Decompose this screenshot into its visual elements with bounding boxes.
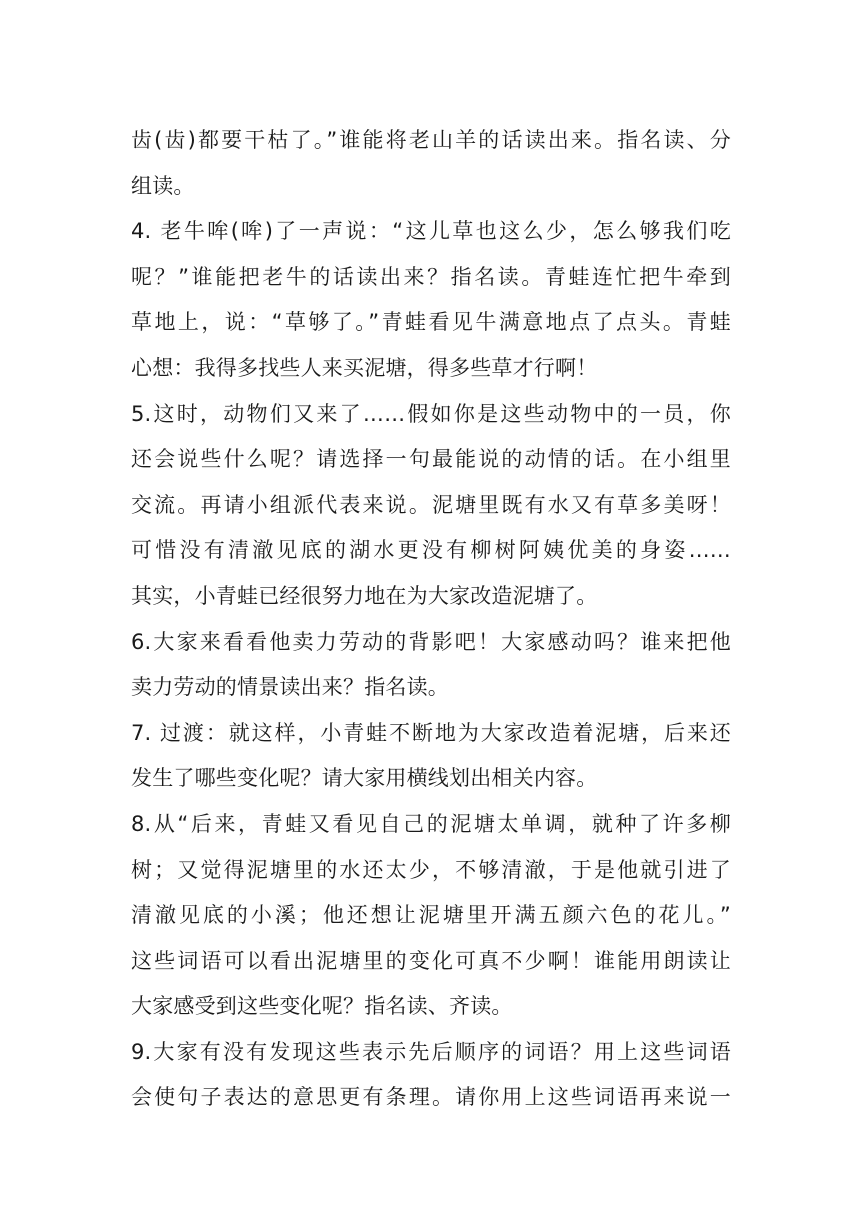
text-line: 还会说些什么呢？请选择一句最能说的动情的话。在小组里: [131, 447, 731, 472]
text-line: 发生了哪些变化呢？请大家用横线划出相关内容。: [131, 766, 598, 791]
text-line: 这些词语可以看出泥塘里的变化可真不少啊！谁能用朗读让: [131, 948, 731, 973]
text-line: 大家感受到这些变化呢？指名读、齐读。: [131, 994, 513, 1019]
text-line: 9.大家有没有发现这些表示先后顺序的词语？用上这些词语: [131, 1039, 731, 1064]
text-line: 卖力劳动的情景读出来？指名读。: [131, 675, 449, 700]
text-line: 8.从“后来，青蛙又看见自己的泥塘太单调，就种了许多柳: [131, 811, 731, 836]
text-line: 树；又觉得泥塘里的水还太少，不够清澈，于是他就引进了: [131, 857, 731, 882]
text-line: 6.大家来看看他卖力劳动的背影吧！大家感动吗？谁来把他: [131, 629, 731, 654]
text-line: 草地上，说：“草够了。”青蛙看见牛满意地点了点头。青蛙: [131, 310, 731, 335]
document-body: [131, 118, 731, 1121]
text-line: 清澈见底的小溪；他还想让泥塘里开满五颜六色的花儿。”: [131, 903, 731, 928]
text-line: 呢？”谁能把老牛的话读出来？指名读。青蛙连忙把牛牵到: [131, 264, 731, 289]
text-line: 5.这时，动物们又来了……假如你是这些动物中的一员，你: [131, 401, 731, 426]
text-line: 交流。再请小组派代表来说。泥塘里既有水又有草多美呀！: [131, 492, 731, 517]
text-line: 心想：我得多找些人来买泥塘，得多些草才行啊！: [131, 355, 598, 380]
text-line: 4. 老牛哞(哞)了一声说：“这儿草也这么少，怎么够我们吃: [131, 219, 731, 244]
text-line: 组读。: [131, 173, 195, 198]
text-line: 其实，小青蛙已经很努力地在为大家改造泥塘了。: [131, 583, 598, 608]
text-line: 7. 过渡：就这样，小青蛙不断地为大家改造着泥塘，后来还: [131, 720, 731, 745]
text-line: 齿(齿)都要干枯了。”谁能将老山羊的话读出来。指名读、分: [131, 128, 731, 152]
text-line: 会使句子表达的意思更有条理。请你用上这些词语再来说一: [131, 1085, 731, 1110]
text-line: 可惜没有清澈见底的湖水更没有柳树阿姨优美的身姿……: [131, 538, 731, 563]
